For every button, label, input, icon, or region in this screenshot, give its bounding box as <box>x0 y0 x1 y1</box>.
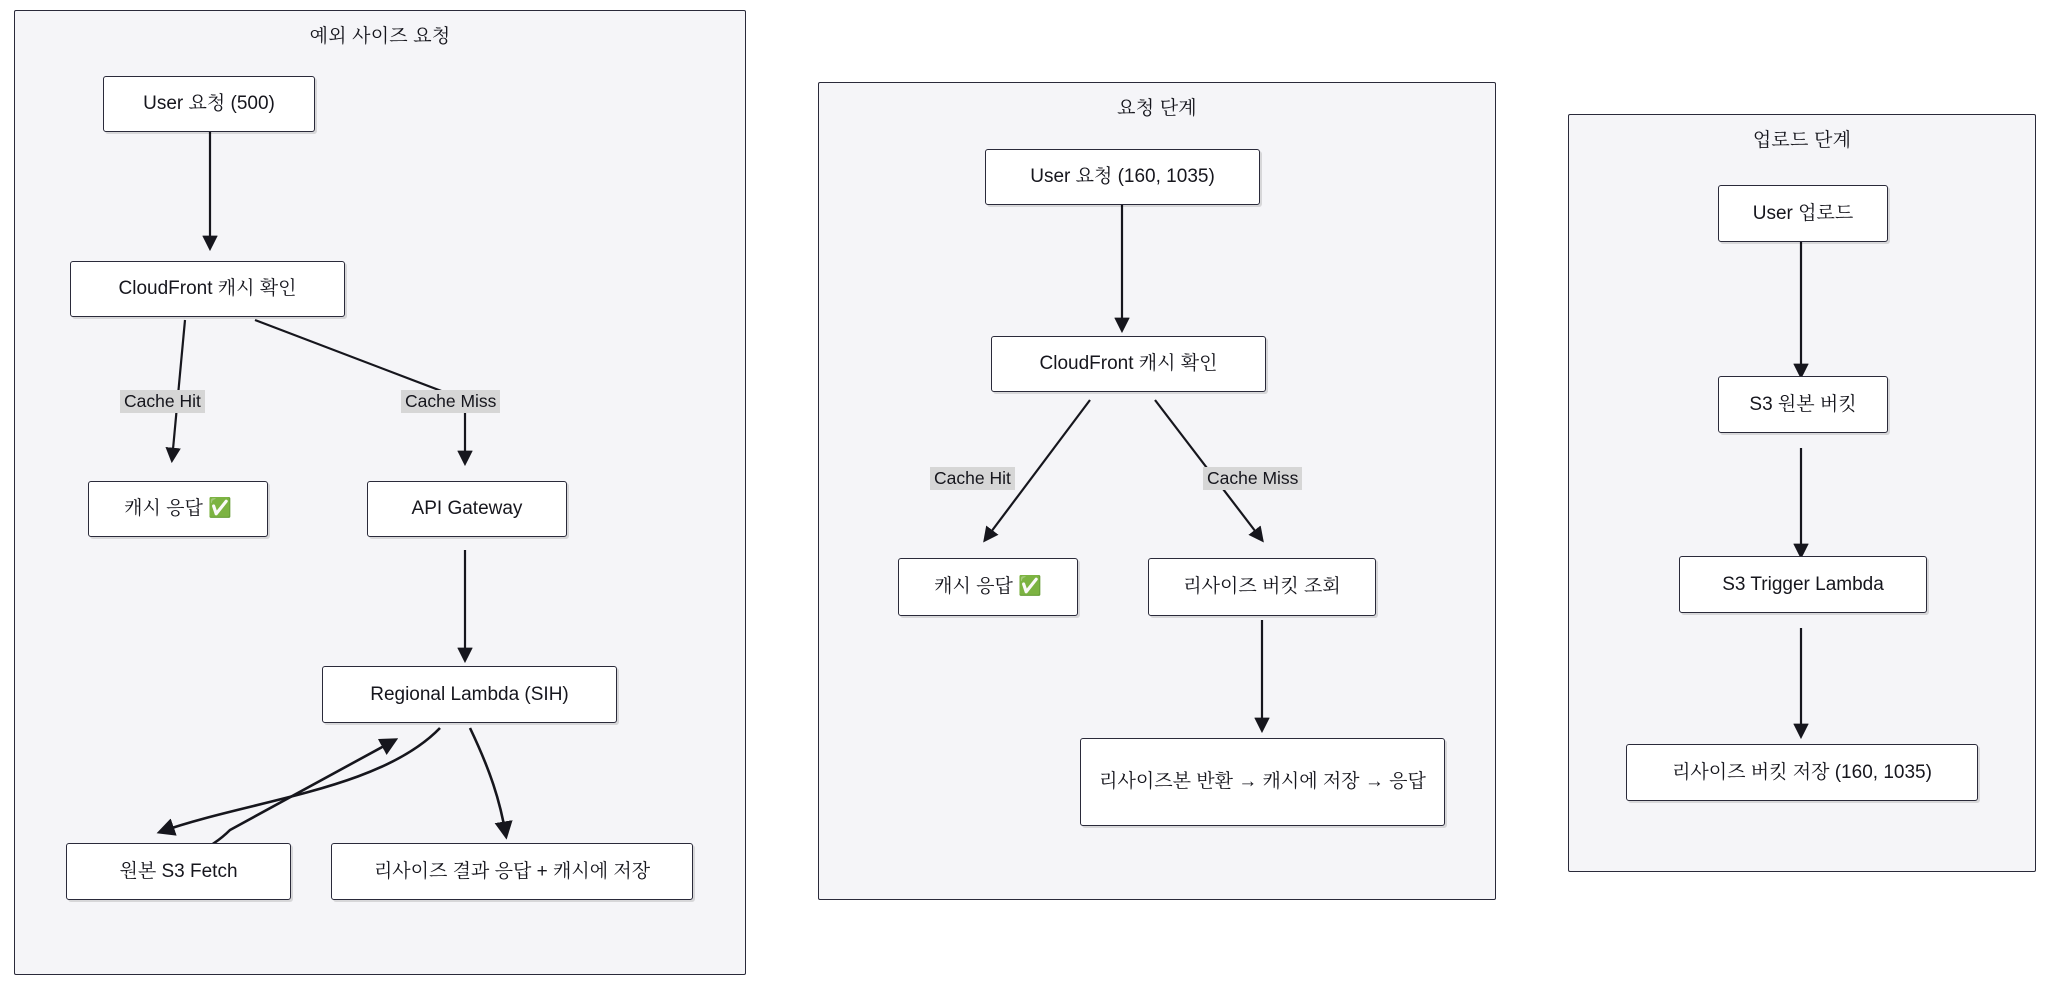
node-up-trigger-lambda-label: S3 Trigger Lambda <box>1722 573 1884 595</box>
node-ex-user-label: User 요청 (500) <box>143 93 275 115</box>
node-rq-cloudfront[interactable] <box>991 336 1266 392</box>
edge-label-rq-cache-miss: Cache Miss <box>1203 467 1302 490</box>
node-rq-user[interactable] <box>985 149 1260 205</box>
node-ex-s3-fetch[interactable] <box>66 843 291 900</box>
node-ex-cache-response-label: 캐시 응답 ✅ <box>124 498 232 520</box>
cluster-request-title: 요청 단계 <box>1117 98 1197 119</box>
node-ex-api-gateway[interactable] <box>367 481 567 537</box>
edge-label-ex-cache-hit: Cache Hit <box>120 390 205 413</box>
node-ex-resize-result-label: 리사이즈 결과 응답 + 캐시에 저장 <box>373 860 651 882</box>
node-ex-api-gateway-label: API Gateway <box>411 498 523 520</box>
node-up-resize-save[interactable] <box>1626 744 1978 801</box>
node-rq-cache-response-label: 캐시 응답 ✅ <box>934 576 1042 598</box>
node-ex-s3-fetch-label: 원본 S3 Fetch <box>119 860 238 882</box>
node-up-user-upload[interactable] <box>1718 185 1888 242</box>
node-rq-return-cached-label: 리사이즈본 반환 → 캐시에 저장 → 응답 <box>1099 771 1426 793</box>
node-rq-user-label: User 요청 (160, 1035) <box>1030 166 1215 188</box>
edge-label-rq-cache-hit: Cache Hit <box>930 467 1015 490</box>
cluster-upload-title: 업로드 단계 <box>1752 130 1852 151</box>
node-ex-resize-result[interactable] <box>331 843 693 900</box>
node-rq-cache-response[interactable] <box>898 558 1078 616</box>
node-ex-cloudfront[interactable] <box>70 261 345 317</box>
node-ex-user[interactable] <box>103 76 315 132</box>
node-up-origin-bucket-label: S3 원본 버킷 <box>1749 393 1857 415</box>
node-rq-bucket-lookup-label: 리사이즈 버킷 조회 <box>1183 576 1341 598</box>
cluster-exception-title: 예외 사이즈 요청 <box>309 26 451 47</box>
node-ex-cache-response[interactable] <box>88 481 268 537</box>
node-ex-regional-lambda-label: Regional Lambda (SIH) <box>370 683 569 705</box>
node-up-user-upload-label: User 업로드 <box>1752 202 1854 224</box>
node-rq-bucket-lookup[interactable] <box>1148 558 1376 616</box>
node-up-trigger-lambda[interactable] <box>1679 556 1927 613</box>
node-rq-cloudfront-label: CloudFront 캐시 확인 <box>1039 353 1218 375</box>
node-up-origin-bucket[interactable] <box>1718 376 1888 433</box>
node-up-resize-save-label: 리사이즈 버킷 저장 (160, 1035) <box>1672 761 1932 783</box>
node-ex-regional-lambda[interactable] <box>322 666 617 723</box>
edge-label-ex-cache-miss: Cache Miss <box>401 390 500 413</box>
node-ex-cloudfront-label: CloudFront 캐시 확인 <box>118 278 297 300</box>
node-rq-return-cached[interactable] <box>1080 738 1445 826</box>
